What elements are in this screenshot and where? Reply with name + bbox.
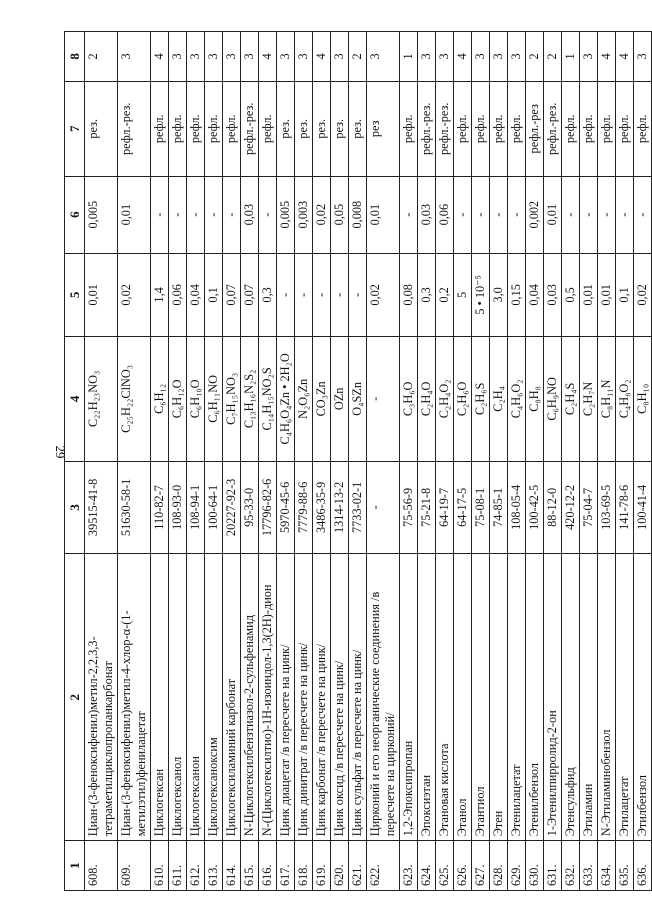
substance-name-cell: Циклогексанон: [187, 554, 205, 841]
formula-cell: C₄H₈O₂: [616, 337, 634, 461]
hazard-class-cell: 2: [526, 32, 544, 82]
formula-cell: C₂H₇N: [580, 337, 598, 461]
substance-name-cell: Этенилацетат: [508, 554, 526, 841]
value-daily-avg-cell: -: [490, 176, 508, 253]
hazard-class-cell: 4: [616, 32, 634, 82]
value-max-single-cell: -: [295, 253, 313, 337]
table-row: [295, 32, 313, 891]
cas-number-cell: 88-12-0: [544, 461, 562, 554]
value-daily-avg-cell: 0,005: [85, 176, 118, 253]
hazard-effect-cell: рефл.: [580, 81, 598, 176]
value-max-single-cell: 0,1: [616, 253, 634, 337]
substance-name-cell: Цинк карбонат /в пересчете на цинк/: [313, 554, 331, 841]
value-max-single-cell: 0,3: [259, 253, 277, 337]
value-max-single-cell: 0,01: [580, 253, 598, 337]
value-daily-avg-cell: 0,05: [331, 176, 349, 253]
row-number-cell: 612.: [187, 841, 205, 891]
hazard-class-cell: 4: [151, 32, 169, 82]
value-max-single-cell: 0,04: [526, 253, 544, 337]
cas-number-cell: -: [367, 461, 400, 554]
formula-cell: C₆H₁₂O: [169, 337, 187, 461]
substance-name-cell: N-Циклогексилбензтиазол-2-сульфенамид: [241, 554, 259, 841]
formula-cell: CO₃Zn: [313, 337, 331, 461]
value-daily-avg-cell: 0,03: [241, 176, 259, 253]
cas-number-cell: 74-85-1: [490, 461, 508, 554]
table-row: [241, 32, 259, 891]
value-daily-avg-cell: 0,01: [118, 176, 151, 253]
formula-cell: C₁₄H₁₅NO₂S: [259, 337, 277, 461]
cas-number-cell: 75-21-8: [418, 461, 436, 554]
cas-number-cell: 110-82-7: [151, 461, 169, 554]
value-daily-avg-cell: 0,03: [418, 176, 436, 253]
table-row: [118, 32, 151, 891]
row-number-cell: 623.: [400, 841, 418, 891]
table-row: [259, 32, 277, 891]
table-row: [331, 32, 349, 891]
substance-name-cell: Циклогексанол: [169, 554, 187, 841]
formula-cell: C₆H₁₀O: [187, 337, 205, 461]
table-row: [436, 32, 454, 891]
formula-cell: C₂H₄S: [562, 337, 580, 461]
cas-number-cell: 75-56-9: [400, 461, 418, 554]
substance-name-cell: Циан-(3-феноксифенил)метил-4-хлор-α-(1-метилэтил)фенилацетат: [118, 554, 151, 841]
substance-name-cell: Этиламин: [580, 554, 598, 841]
cas-number-cell: 64-19-7: [436, 461, 454, 554]
value-max-single-cell: 0,08: [400, 253, 418, 337]
hazard-effect-cell: рефл.: [259, 81, 277, 176]
row-number-cell: 614.: [223, 841, 241, 891]
value-max-single-cell: 5 • 10⁻⁵: [472, 253, 490, 337]
hazard-class-cell: 3: [205, 32, 223, 82]
hazard-class-cell: 3: [118, 32, 151, 82]
value-max-single-cell: 0,5: [562, 253, 580, 337]
table-row: [187, 32, 205, 891]
hazard-effect-cell: рефл.: [598, 81, 616, 176]
hazard-effect-cell: рефл.-рез: [526, 81, 544, 176]
header-col-7: 7: [65, 81, 85, 176]
hazard-effect-cell: рефл.: [223, 81, 241, 176]
row-number-cell: 626.: [454, 841, 472, 891]
value-max-single-cell: 3,0: [490, 253, 508, 337]
value-max-single-cell: 0,01: [598, 253, 616, 337]
formula-cell: C₂H₄O: [418, 337, 436, 461]
formula-cell: C₂H₄O₂: [436, 337, 454, 461]
formula-cell: C₁₃H₁₆N₂S₂: [241, 337, 259, 461]
header-col-3: 3: [65, 461, 85, 554]
value-max-single-cell: -: [331, 253, 349, 337]
formula-cell: C₈H₈: [526, 337, 544, 461]
formula-cell: C₂₅H₂₂ClNO₃: [118, 337, 151, 461]
cas-number-cell: 108-05-4: [508, 461, 526, 554]
row-number-cell: 630.: [526, 841, 544, 891]
substance-name-cell: Эпоксиэтан: [418, 554, 436, 841]
hazard-effect-cell: рефл.: [616, 81, 634, 176]
row-number-cell: 634.: [598, 841, 616, 891]
row-number-cell: 615.: [241, 841, 259, 891]
formula-cell: C₄H₆O₂: [508, 337, 526, 461]
substance-name-cell: Этенсульфид: [562, 554, 580, 841]
table-row: [598, 32, 616, 891]
value-daily-avg-cell: -: [634, 176, 652, 253]
table-row: [634, 32, 652, 891]
value-max-single-cell: 1,4: [151, 253, 169, 337]
hazard-class-cell: 4: [259, 32, 277, 82]
substance-name-cell: Этанол: [454, 554, 472, 841]
substance-name-cell: 1,2-Эпоксипропан: [400, 554, 418, 841]
table-row: [223, 32, 241, 891]
hazard-class-cell: 3: [634, 32, 652, 82]
row-number-cell: 611.: [169, 841, 187, 891]
row-number-cell: 618.: [295, 841, 313, 891]
hazard-effect-cell: рефл.: [205, 81, 223, 176]
value-daily-avg-cell: 0,002: [526, 176, 544, 253]
cas-number-cell: 51630-58-1: [118, 461, 151, 554]
row-number-cell: 613.: [205, 841, 223, 891]
hazard-effect-cell: рез.: [349, 81, 367, 176]
cas-number-cell: 3486-35-9: [313, 461, 331, 554]
formula-cell: C₂H₆S: [472, 337, 490, 461]
formula-cell: C₄H₆O₄Zn • 2H₂O: [277, 337, 295, 461]
hazard-effect-cell: рез: [367, 81, 400, 176]
hazard-class-cell: 2: [544, 32, 562, 82]
value-max-single-cell: -: [313, 253, 331, 337]
value-daily-avg-cell: -: [223, 176, 241, 253]
hazard-class-cell: 3: [187, 32, 205, 82]
table-row: [472, 32, 490, 891]
table-row: [544, 32, 562, 891]
hazard-class-cell: 3: [169, 32, 187, 82]
value-daily-avg-cell: 0,003: [295, 176, 313, 253]
row-number-cell: 622.: [367, 841, 400, 891]
formula-cell: C₆H₉NO: [544, 337, 562, 461]
formula-cell: C₂₂H₂₃NO₃: [85, 337, 118, 461]
hazard-class-cell: 3: [331, 32, 349, 82]
hazard-effect-cell: рефл.: [634, 81, 652, 176]
formula-cell: N₂O₆Zn: [295, 337, 313, 461]
value-daily-avg-cell: -: [616, 176, 634, 253]
header-col-4: 4: [65, 337, 85, 461]
value-max-single-cell: 0,2: [436, 253, 454, 337]
row-number-cell: 619.: [313, 841, 331, 891]
value-daily-avg-cell: -: [580, 176, 598, 253]
hazard-effect-cell: рез.: [85, 81, 118, 176]
substance-name-cell: Цинк динитрат /в пересчете на цинк/: [295, 554, 313, 841]
hazard-class-cell: 3: [490, 32, 508, 82]
value-max-single-cell: 0,07: [241, 253, 259, 337]
table-row: [85, 32, 118, 891]
value-max-single-cell: 0,06: [169, 253, 187, 337]
value-daily-avg-cell: -: [187, 176, 205, 253]
value-daily-avg-cell: 0,02: [313, 176, 331, 253]
value-max-single-cell: 0,07: [223, 253, 241, 337]
row-number-cell: 632.: [562, 841, 580, 891]
table-row: [349, 32, 367, 891]
substance-name-cell: Циклогексаноксим: [205, 554, 223, 841]
value-daily-avg-cell: 0,01: [367, 176, 400, 253]
header-col-6: 6: [65, 176, 85, 253]
cas-number-cell: 108-94-1: [187, 461, 205, 554]
substance-name-cell: Этановая кислота: [436, 554, 454, 841]
row-number-cell: 617.: [277, 841, 295, 891]
hazard-class-cell: 3: [472, 32, 490, 82]
table-row: [454, 32, 472, 891]
row-number-cell: 624.: [418, 841, 436, 891]
substance-name-cell: Циклогексан: [151, 554, 169, 841]
substances-table: [64, 31, 652, 891]
hazard-class-cell: 3: [418, 32, 436, 82]
value-daily-avg-cell: -: [598, 176, 616, 253]
table-row: [151, 32, 169, 891]
value-daily-avg-cell: 0,005: [277, 176, 295, 253]
hazard-effect-cell: рез.: [331, 81, 349, 176]
table-row: [508, 32, 526, 891]
hazard-class-cell: 2: [349, 32, 367, 82]
value-daily-avg-cell: 0,008: [349, 176, 367, 253]
table-row: [277, 32, 295, 891]
value-max-single-cell: 0,15: [508, 253, 526, 337]
hazard-effect-cell: рефл.: [400, 81, 418, 176]
hazard-class-cell: 3: [223, 32, 241, 82]
table-header-row: [65, 32, 85, 891]
hazard-class-cell: 3: [580, 32, 598, 82]
hazard-class-cell: 3: [436, 32, 454, 82]
value-max-single-cell: 0,02: [367, 253, 400, 337]
value-max-single-cell: 5: [454, 253, 472, 337]
table-row: [418, 32, 436, 891]
formula-cell: -: [367, 337, 400, 461]
formula-cell: O₄SZn: [349, 337, 367, 461]
table-row: [580, 32, 598, 891]
row-number-cell: 636.: [634, 841, 652, 891]
hazard-class-cell: 3: [295, 32, 313, 82]
cas-number-cell: 108-93-0: [169, 461, 187, 554]
hazard-effect-cell: рефл.: [562, 81, 580, 176]
row-number-cell: 610.: [151, 841, 169, 891]
table-row: [400, 32, 418, 891]
value-daily-avg-cell: -: [169, 176, 187, 253]
hazard-effect-cell: рефл.: [187, 81, 205, 176]
value-max-single-cell: 0,02: [118, 253, 151, 337]
hazard-effect-cell: рефл.: [472, 81, 490, 176]
hazard-class-cell: 2: [85, 32, 118, 82]
table-row: [205, 32, 223, 891]
table-row: [490, 32, 508, 891]
table-row: [526, 32, 544, 891]
cas-number-cell: 75-04-7: [580, 461, 598, 554]
hazard-effect-cell: рефл.-рез.: [418, 81, 436, 176]
hazard-effect-cell: рефл.-рез.: [118, 81, 151, 176]
hazard-class-cell: 3: [367, 32, 400, 82]
header-col-8: 8: [65, 32, 85, 82]
formula-cell: C₈H₁₀: [634, 337, 652, 461]
table-body: [85, 32, 652, 891]
page-number: 29: [53, 445, 68, 459]
value-max-single-cell: 0,02: [634, 253, 652, 337]
row-number-cell: 628.: [490, 841, 508, 891]
value-daily-avg-cell: 0,06: [436, 176, 454, 253]
table-row: [313, 32, 331, 891]
cas-number-cell: 420-12-2: [562, 461, 580, 554]
cas-number-cell: 141-78-6: [616, 461, 634, 554]
header-col-2: 2: [65, 554, 85, 841]
table-row: [616, 32, 634, 891]
hazard-class-cell: 3: [277, 32, 295, 82]
substance-name-cell: N-Этиламинобензол: [598, 554, 616, 841]
row-number-cell: 629.: [508, 841, 526, 891]
substance-name-cell: Этилацетат: [616, 554, 634, 841]
hazard-effect-cell: рефл.-рез.: [544, 81, 562, 176]
row-number-cell: 608.: [85, 841, 118, 891]
hazard-class-cell: 4: [598, 32, 616, 82]
cas-number-cell: 5970-45-6: [277, 461, 295, 554]
value-daily-avg-cell: -: [508, 176, 526, 253]
cas-number-cell: 1314-13-2: [331, 461, 349, 554]
table-row: [562, 32, 580, 891]
value-max-single-cell: 0,04: [187, 253, 205, 337]
formula-cell: C₇H₁₅NO₃: [223, 337, 241, 461]
cas-number-cell: 20227-92-3: [223, 461, 241, 554]
hazard-effect-cell: рефл.: [454, 81, 472, 176]
substance-name-cell: N-(Циклогексилтио)-1Н-изоиндол-1,3(2Н)-дион: [259, 554, 277, 841]
row-number-cell: 621.: [349, 841, 367, 891]
row-number-cell: 635.: [616, 841, 634, 891]
hazard-class-cell: 4: [313, 32, 331, 82]
substance-name-cell: Цинк сульфат /в пересчете на цинк/: [349, 554, 367, 841]
hazard-class-cell: 3: [508, 32, 526, 82]
value-daily-avg-cell: -: [151, 176, 169, 253]
cas-number-cell: 64-17-5: [454, 461, 472, 554]
cas-number-cell: 100-42-5: [526, 461, 544, 554]
hazard-class-cell: 3: [241, 32, 259, 82]
row-number-cell: 616.: [259, 841, 277, 891]
rotated-table-container: [64, 31, 652, 891]
formula-cell: C₈H₁₁N: [598, 337, 616, 461]
row-number-cell: 620.: [331, 841, 349, 891]
hazard-effect-cell: рез.: [295, 81, 313, 176]
row-number-cell: 631.: [544, 841, 562, 891]
hazard-class-cell: 1: [562, 32, 580, 82]
cas-number-cell: 75-08-1: [472, 461, 490, 554]
row-number-cell: 625.: [436, 841, 454, 891]
value-daily-avg-cell: -: [400, 176, 418, 253]
value-max-single-cell: 0,01: [85, 253, 118, 337]
value-max-single-cell: 0,1: [205, 253, 223, 337]
substance-name-cell: 1-Этенилпирролид-2-он: [544, 554, 562, 841]
formula-cell: C₃H₆O: [400, 337, 418, 461]
cas-number-cell: 17796-82-6: [259, 461, 277, 554]
substance-name-cell: Цинк диацетат /в пересчете на цинк/: [277, 554, 295, 841]
row-number-cell: 609.: [118, 841, 151, 891]
substance-name-cell: Этантиол: [472, 554, 490, 841]
row-number-cell: 627.: [472, 841, 490, 891]
substance-name-cell: Этенилбензол: [526, 554, 544, 841]
substance-name-cell: Этилбензол: [634, 554, 652, 841]
value-daily-avg-cell: -: [454, 176, 472, 253]
value-daily-avg-cell: -: [205, 176, 223, 253]
formula-cell: OZn: [331, 337, 349, 461]
formula-cell: C₂H₆O: [454, 337, 472, 461]
cas-number-cell: 100-41-4: [634, 461, 652, 554]
value-max-single-cell: 0,3: [418, 253, 436, 337]
cas-number-cell: 95-33-0: [241, 461, 259, 554]
header-col-1: 1: [65, 841, 85, 891]
value-daily-avg-cell: -: [472, 176, 490, 253]
cas-number-cell: 100-64-1: [205, 461, 223, 554]
formula-cell: C₂H₄: [490, 337, 508, 461]
substance-name-cell: Цирконий и его неорганические соединения /в пересчете на цирконий/: [367, 554, 400, 841]
cas-number-cell: 39515-41-8: [85, 461, 118, 554]
hazard-effect-cell: рез.: [277, 81, 295, 176]
formula-cell: C₆H₁₁NO: [205, 337, 223, 461]
hazard-effect-cell: рефл.: [151, 81, 169, 176]
table-row: [367, 32, 400, 891]
hazard-effect-cell: рефл.-рез.: [241, 81, 259, 176]
substance-name-cell: Цинк оксид /в пересчете на цинк/: [331, 554, 349, 841]
value-daily-avg-cell: 0,01: [544, 176, 562, 253]
value-max-single-cell: -: [277, 253, 295, 337]
value-daily-avg-cell: -: [562, 176, 580, 253]
header-col-5: 5: [65, 253, 85, 337]
row-number-cell: 633.: [580, 841, 598, 891]
cas-number-cell: 7733-02-1: [349, 461, 367, 554]
substance-name-cell: Этен: [490, 554, 508, 841]
hazard-effect-cell: рез.: [313, 81, 331, 176]
formula-cell: C₆H₁₂: [151, 337, 169, 461]
value-max-single-cell: 0,03: [544, 253, 562, 337]
substance-name-cell: Циан-(3-феноксифенил)метил-2,2,3,3-тетраметилциклопропанкарбонат: [85, 554, 118, 841]
hazard-effect-cell: рефл.: [490, 81, 508, 176]
hazard-effect-cell: рефл.: [508, 81, 526, 176]
hazard-class-cell: 1: [400, 32, 418, 82]
hazard-effect-cell: рефл.: [169, 81, 187, 176]
hazard-effect-cell: рефл.-рез.: [436, 81, 454, 176]
cas-number-cell: 103-69-5: [598, 461, 616, 554]
substance-name-cell: Циклогексиламиний карбонат: [223, 554, 241, 841]
value-daily-avg-cell: -: [259, 176, 277, 253]
hazard-class-cell: 4: [454, 32, 472, 82]
value-max-single-cell: -: [349, 253, 367, 337]
cas-number-cell: 7779-88-6: [295, 461, 313, 554]
table-row: [169, 32, 187, 891]
